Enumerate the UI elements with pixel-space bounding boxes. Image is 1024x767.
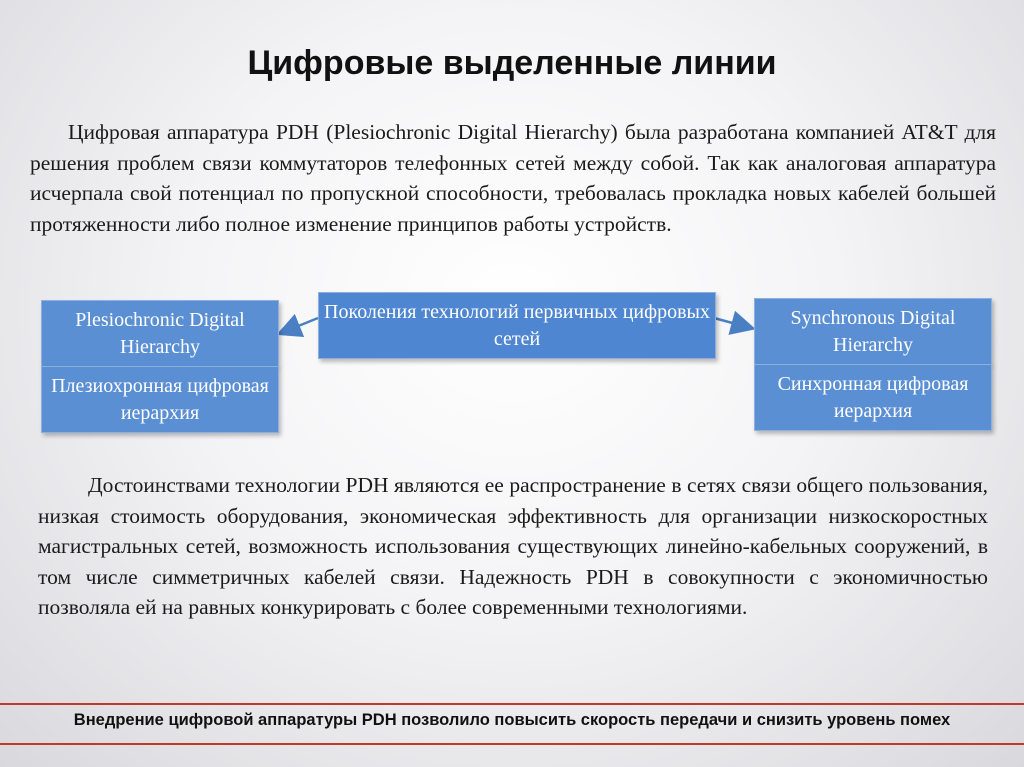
generations-box	[318, 292, 716, 359]
sdh-russian-label: Синхронная цифровая иерархия	[777, 372, 969, 422]
slide-title: Цифровые выделенные линии	[247, 44, 777, 82]
pdh-russian-label: Плезиохронная цифровая иерархия	[51, 374, 269, 424]
intro-paragraph: Цифровая аппаратура PDH (Plesiochronic Digital Hierarchy) была разработана компанией AT&T для решения проблем связи коммутаторов телефонных сетей между собой. Так как аналоговая аппаратура исчерпала свой потенциал по пропускной способности, требовалась прокладка новых кабелей большей протяженности либо полное изменение принципов работы устройств.	[30, 120, 996, 236]
sdh-english-box	[754, 298, 992, 365]
arrow-left	[281, 318, 318, 333]
sdh-english-label: Synchronous Digital Hierarchy	[790, 306, 956, 356]
footer-divider-bottom	[0, 743, 1024, 745]
advantages-paragraph: Достоинствами технологии PDH являются ее распространение в сетях связи общего пользования, низкая стоимость оборудования, экономическая эффективность для организации низкоскоростных магистральных сетей, возможность использования существующих линейно-кабельных сооружений, в том числе симметричных кабелей связи. Надежность PDH в совокупности с экономичностью позволяла ей на равных конкурировать с более современными технологиями.	[38, 473, 988, 619]
pdh-english-label: Plesiochronic Digital Hierarchy	[75, 308, 245, 358]
generations-label: Поколения технологий первичных цифровых сетей	[324, 300, 710, 350]
arrow-right	[714, 318, 751, 328]
sdh-russian-box	[754, 364, 992, 431]
footer-text: Внедрение цифровой аппаратуры PDH позволило повысить скорость передачи и снизить уровень помех	[73, 711, 951, 729]
footer-divider-top	[0, 703, 1024, 705]
pdh-russian-box	[41, 366, 279, 433]
pdh-english-box	[41, 300, 279, 367]
